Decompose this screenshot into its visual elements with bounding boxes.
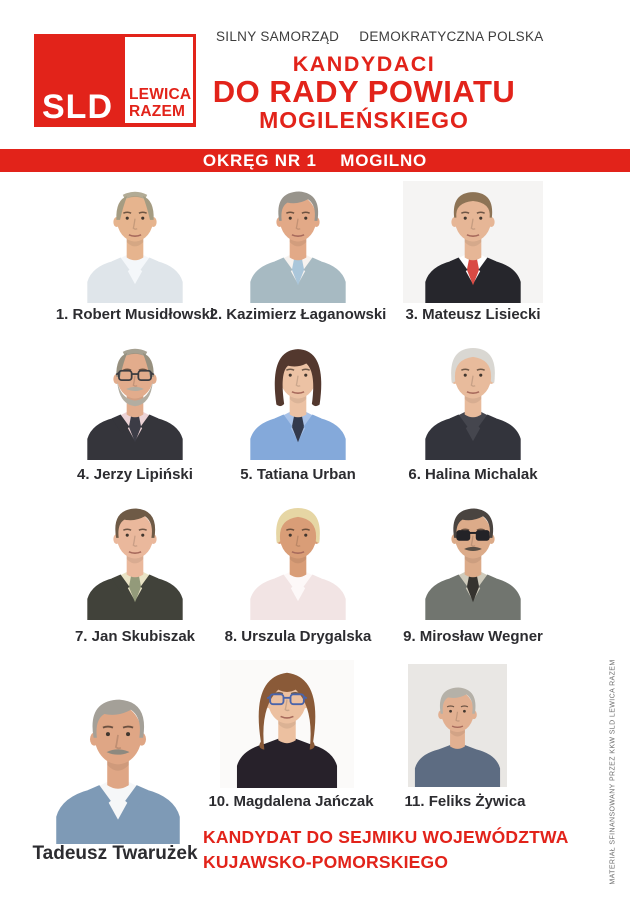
candidate-photo-6: [403, 338, 543, 460]
funding-disclaimer: MATERIAŁ SFINANSOWANY PRZEZ KKW SLD LEWICA RAZEM: [609, 659, 617, 885]
logo-line1: LEWICA: [129, 86, 192, 103]
candidate-name-7: 7. Jan Skubiszak: [74, 628, 196, 645]
candidate-name-3: 3. Mateusz Lisiecki: [405, 306, 541, 323]
sejmik-label-line2: KUJAWSKO-POMORSKIEGO: [203, 852, 449, 872]
tagline-silny-samorzad: SILNY SAMORZĄD: [216, 29, 340, 44]
candidate-name-1: 1. Robert Musidłowski: [55, 306, 215, 323]
sejmik-label-line1: KANDYDAT DO SEJMIKU WOJEWÓDZTWA: [203, 827, 569, 847]
candidate-photo-7: [65, 498, 205, 620]
tagline-demokratyczna-polska: DEMOKRATYCZNA POLSKA: [359, 29, 544, 44]
candidate-photo-1: [65, 181, 205, 303]
candidate-name-9: 9. Mirosław Wegner: [403, 628, 543, 645]
district-banner-town: MOGILNO: [340, 151, 428, 170]
candidate-photo-3: [403, 181, 543, 303]
candidate-photo-10: [220, 660, 354, 788]
candidate-photo-5: [228, 338, 368, 460]
title-line3: MOGILEŃSKIEGO: [259, 107, 469, 133]
taglines: [216, 29, 544, 44]
candidate-photo-9: [403, 498, 543, 620]
candidate-photo-8: [228, 498, 368, 620]
title-line2: DO RADY POWIATU: [212, 74, 516, 109]
candidate-photo-4: [65, 338, 205, 460]
candidate-name-5: 5. Tatiana Urban: [240, 466, 356, 483]
logo-line2: RAZEM: [129, 102, 186, 120]
candidate-name-2: 2. Kazimierz Łaganowski: [209, 306, 387, 323]
title-line1: KANDYDACI: [292, 52, 436, 76]
candidate-name-11: 11. Feliks Żywica: [404, 793, 526, 810]
candidate-name-4: 4. Jerzy Lipiński: [77, 466, 193, 483]
candidate-photo-11: [408, 664, 507, 787]
candidate-photo-2: [228, 181, 368, 303]
poster-title: [99, 53, 629, 133]
sejmik-label: [203, 825, 569, 875]
candidate-name-10: 10. Magdalena Jańczak: [208, 793, 374, 810]
district-banner: [0, 149, 630, 172]
district-banner-okreg: OKRĘG NR 1: [202, 151, 317, 170]
sejmik-candidate-name: Tadeusz Twarużek: [32, 843, 198, 864]
sejmik-candidate-photo: [40, 686, 196, 844]
candidate-name-8: 8. Urszula Drygalska: [224, 628, 372, 645]
sld-logo-text: SLD: [42, 88, 113, 126]
candidate-name-6: 6. Halina Michalak: [408, 466, 538, 483]
